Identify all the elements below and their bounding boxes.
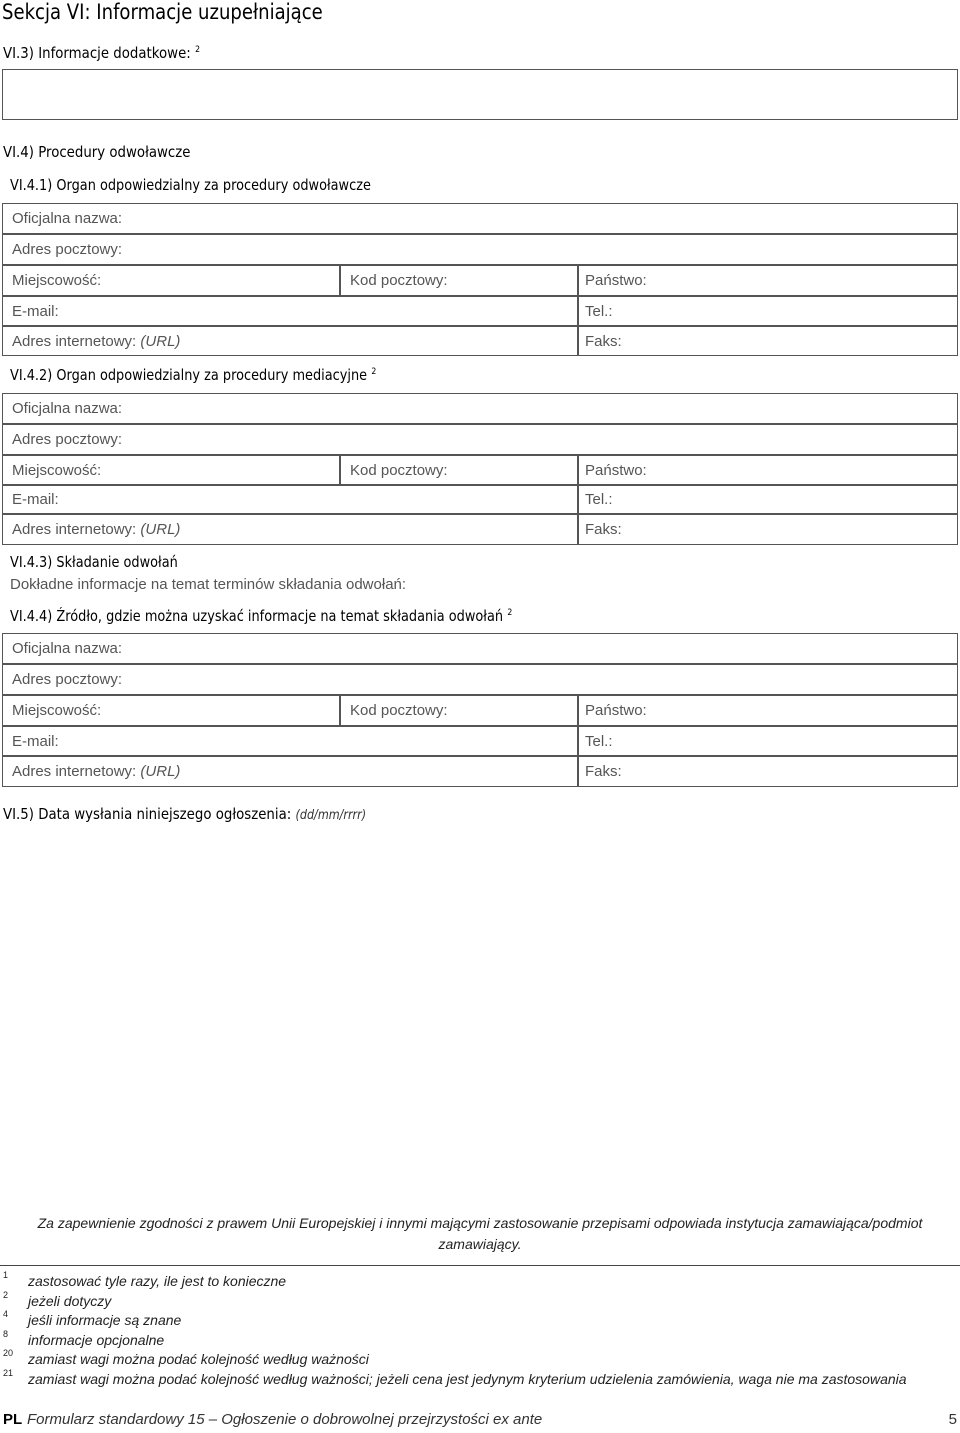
vi44-web-field[interactable] [2, 756, 578, 787]
postal-address-label: Adres pocztowy: [12, 671, 123, 688]
postal-code-label: Kod pocztowy: [350, 461, 448, 479]
language-code: PL [3, 1411, 23, 1428]
footnote-number: 20 [3, 1348, 14, 1358]
vi3-title: VI.3) Informacje dodatkowe: [3, 44, 191, 62]
vi4-title: VI.4) Procedury odwoławcze [3, 143, 191, 161]
footnote-number: 8 [3, 1329, 9, 1339]
vi42-fax-field[interactable] [578, 514, 958, 545]
vi41-postal-address-field[interactable] [2, 234, 958, 265]
footnote-text: zamiast wagi można podać kolejność według ważności; jeżeli cena jest jedynym kryterium udzielenia zamówienia, waga nie ma zastosowania [28, 1371, 907, 1387]
postal-address-label: Adres pocztowy: [12, 241, 123, 258]
legal-notice: Za zapewnienie zgodności z prawem Unii Europejskiej i innymi mającymi zastosowanie przepisami odpowiada instytucja zamawiająca/podmiot zamawiający. [37, 1215, 923, 1252]
tel-label: Tel.: [585, 302, 613, 320]
vi44-heading [10, 607, 512, 625]
vi3-heading [3, 44, 200, 62]
vi44-title: VI.4.4) Źródło, gdzie można uzyskać informacje na temat składania odwołań [10, 607, 504, 625]
footnote-text: zastosować tyle razy, ile jest to konieczne [28, 1273, 287, 1289]
official-name-label: Oficjalna nazwa: [12, 400, 123, 417]
postal-code-label: Kod pocztowy: [350, 272, 448, 289]
footnote-text: informacje opcjonalne [28, 1332, 165, 1348]
vi44-postal-code-field[interactable] [340, 695, 578, 726]
country-label: Państwo: [585, 702, 647, 719]
additional-info-field[interactable] [2, 69, 958, 120]
form-name: Formularz standardowy 15 – Ogłoszenie o dobrowolnej przejrzystości ex ante [27, 1411, 543, 1428]
date-format-hint: (dd/mm/rrrr) [295, 808, 367, 823]
vi41-official-name-field[interactable] [2, 203, 958, 234]
town-label: Miejscowość: [12, 272, 102, 289]
vi41-tel-field[interactable] [578, 296, 958, 326]
footnote-number: 1 [3, 1270, 9, 1280]
country-label: Państwo: [585, 461, 647, 479]
footnote-number: 2 [3, 1290, 9, 1300]
vi42-email-field[interactable] [2, 485, 578, 514]
postal-address-label: Adres pocztowy: [12, 431, 123, 448]
tel-label: Tel.: [585, 732, 613, 750]
vi41-country-field[interactable] [578, 265, 958, 296]
web-label: Adres internetowy: [12, 763, 137, 780]
vi43-title: VI.4.3) Składanie odwołań [10, 553, 178, 571]
vi44-tel-field[interactable] [578, 726, 958, 756]
section-title: Sekcja VI: Informacje uzupełniające [2, 0, 323, 24]
country-label: Państwo: [585, 272, 647, 289]
postal-code-label: Kod pocztowy: [350, 702, 448, 719]
vi42-web-field[interactable] [2, 514, 578, 545]
fax-label: Faks: [585, 332, 622, 350]
vi44-postal-address-field[interactable] [2, 664, 958, 695]
footnote-text: zamiast wagi można podać kolejność według ważności [28, 1351, 369, 1367]
vi42-country-field[interactable] [578, 455, 958, 485]
footnote-text: jeśli informacje są znane [28, 1312, 182, 1328]
footnote-number: 21 [3, 1368, 14, 1378]
url-label: (URL) [140, 763, 181, 780]
page-footer [0, 1411, 960, 1433]
vi41-town-field[interactable] [2, 265, 340, 296]
fax-label: Faks: [585, 763, 622, 780]
email-label: E-mail: [12, 491, 59, 508]
vi41-email-field[interactable] [2, 296, 578, 326]
page-number: 5 [948, 1411, 957, 1428]
email-label: E-mail: [12, 302, 59, 320]
vi42-official-name-field[interactable] [2, 393, 958, 424]
footnote-number: 4 [3, 1309, 9, 1319]
vi44-footnote-ref: 2 [507, 608, 513, 618]
vi44-country-field[interactable] [578, 695, 958, 726]
vi44-town-field[interactable] [2, 695, 340, 726]
vi41-title: VI.4.1) Organ odpowiedzialny za procedury odwoławcze [10, 176, 371, 194]
official-name-label: Oficjalna nazwa: [12, 210, 123, 227]
vi43-text: Dokładne informacje na temat terminów składania odwołań: [10, 576, 407, 593]
vi42-heading [10, 366, 376, 384]
vi42-town-field[interactable] [2, 455, 340, 485]
url-label: (URL) [140, 521, 181, 538]
vi41-fax-field[interactable] [578, 326, 958, 356]
web-label: Adres internetowy: [12, 332, 137, 350]
vi42-footnote-ref: 2 [371, 367, 377, 377]
vi41-web-field[interactable] [2, 326, 578, 356]
vi42-postal-code-field[interactable] [340, 455, 578, 485]
vi5-heading [3, 805, 366, 823]
vi44-fax-field[interactable] [578, 756, 958, 787]
footnotes-divider [0, 1265, 960, 1266]
vi42-title: VI.4.2) Organ odpowiedzialny za procedury mediacyjne [10, 366, 368, 384]
email-label: E-mail: [12, 732, 59, 750]
vi42-tel-field[interactable] [578, 485, 958, 514]
fax-label: Faks: [585, 521, 622, 538]
url-label: (URL) [140, 332, 181, 350]
vi44-email-field[interactable] [2, 726, 578, 756]
tel-label: Tel.: [585, 491, 613, 508]
vi3-footnote-ref: 2 [195, 44, 201, 55]
vi44-official-name-field[interactable] [2, 633, 958, 664]
vi42-postal-address-field[interactable] [2, 424, 958, 455]
vi41-postal-code-field[interactable] [340, 265, 578, 296]
town-label: Miejscowość: [12, 702, 102, 719]
vi5-title: VI.5) Data wysłania niniejszego ogłoszenia: [3, 805, 292, 823]
footnote-text: jeżeli dotyczy [28, 1293, 112, 1309]
official-name-label: Oficjalna nazwa: [12, 640, 123, 657]
town-label: Miejscowość: [12, 461, 102, 479]
web-label: Adres internetowy: [12, 521, 137, 538]
